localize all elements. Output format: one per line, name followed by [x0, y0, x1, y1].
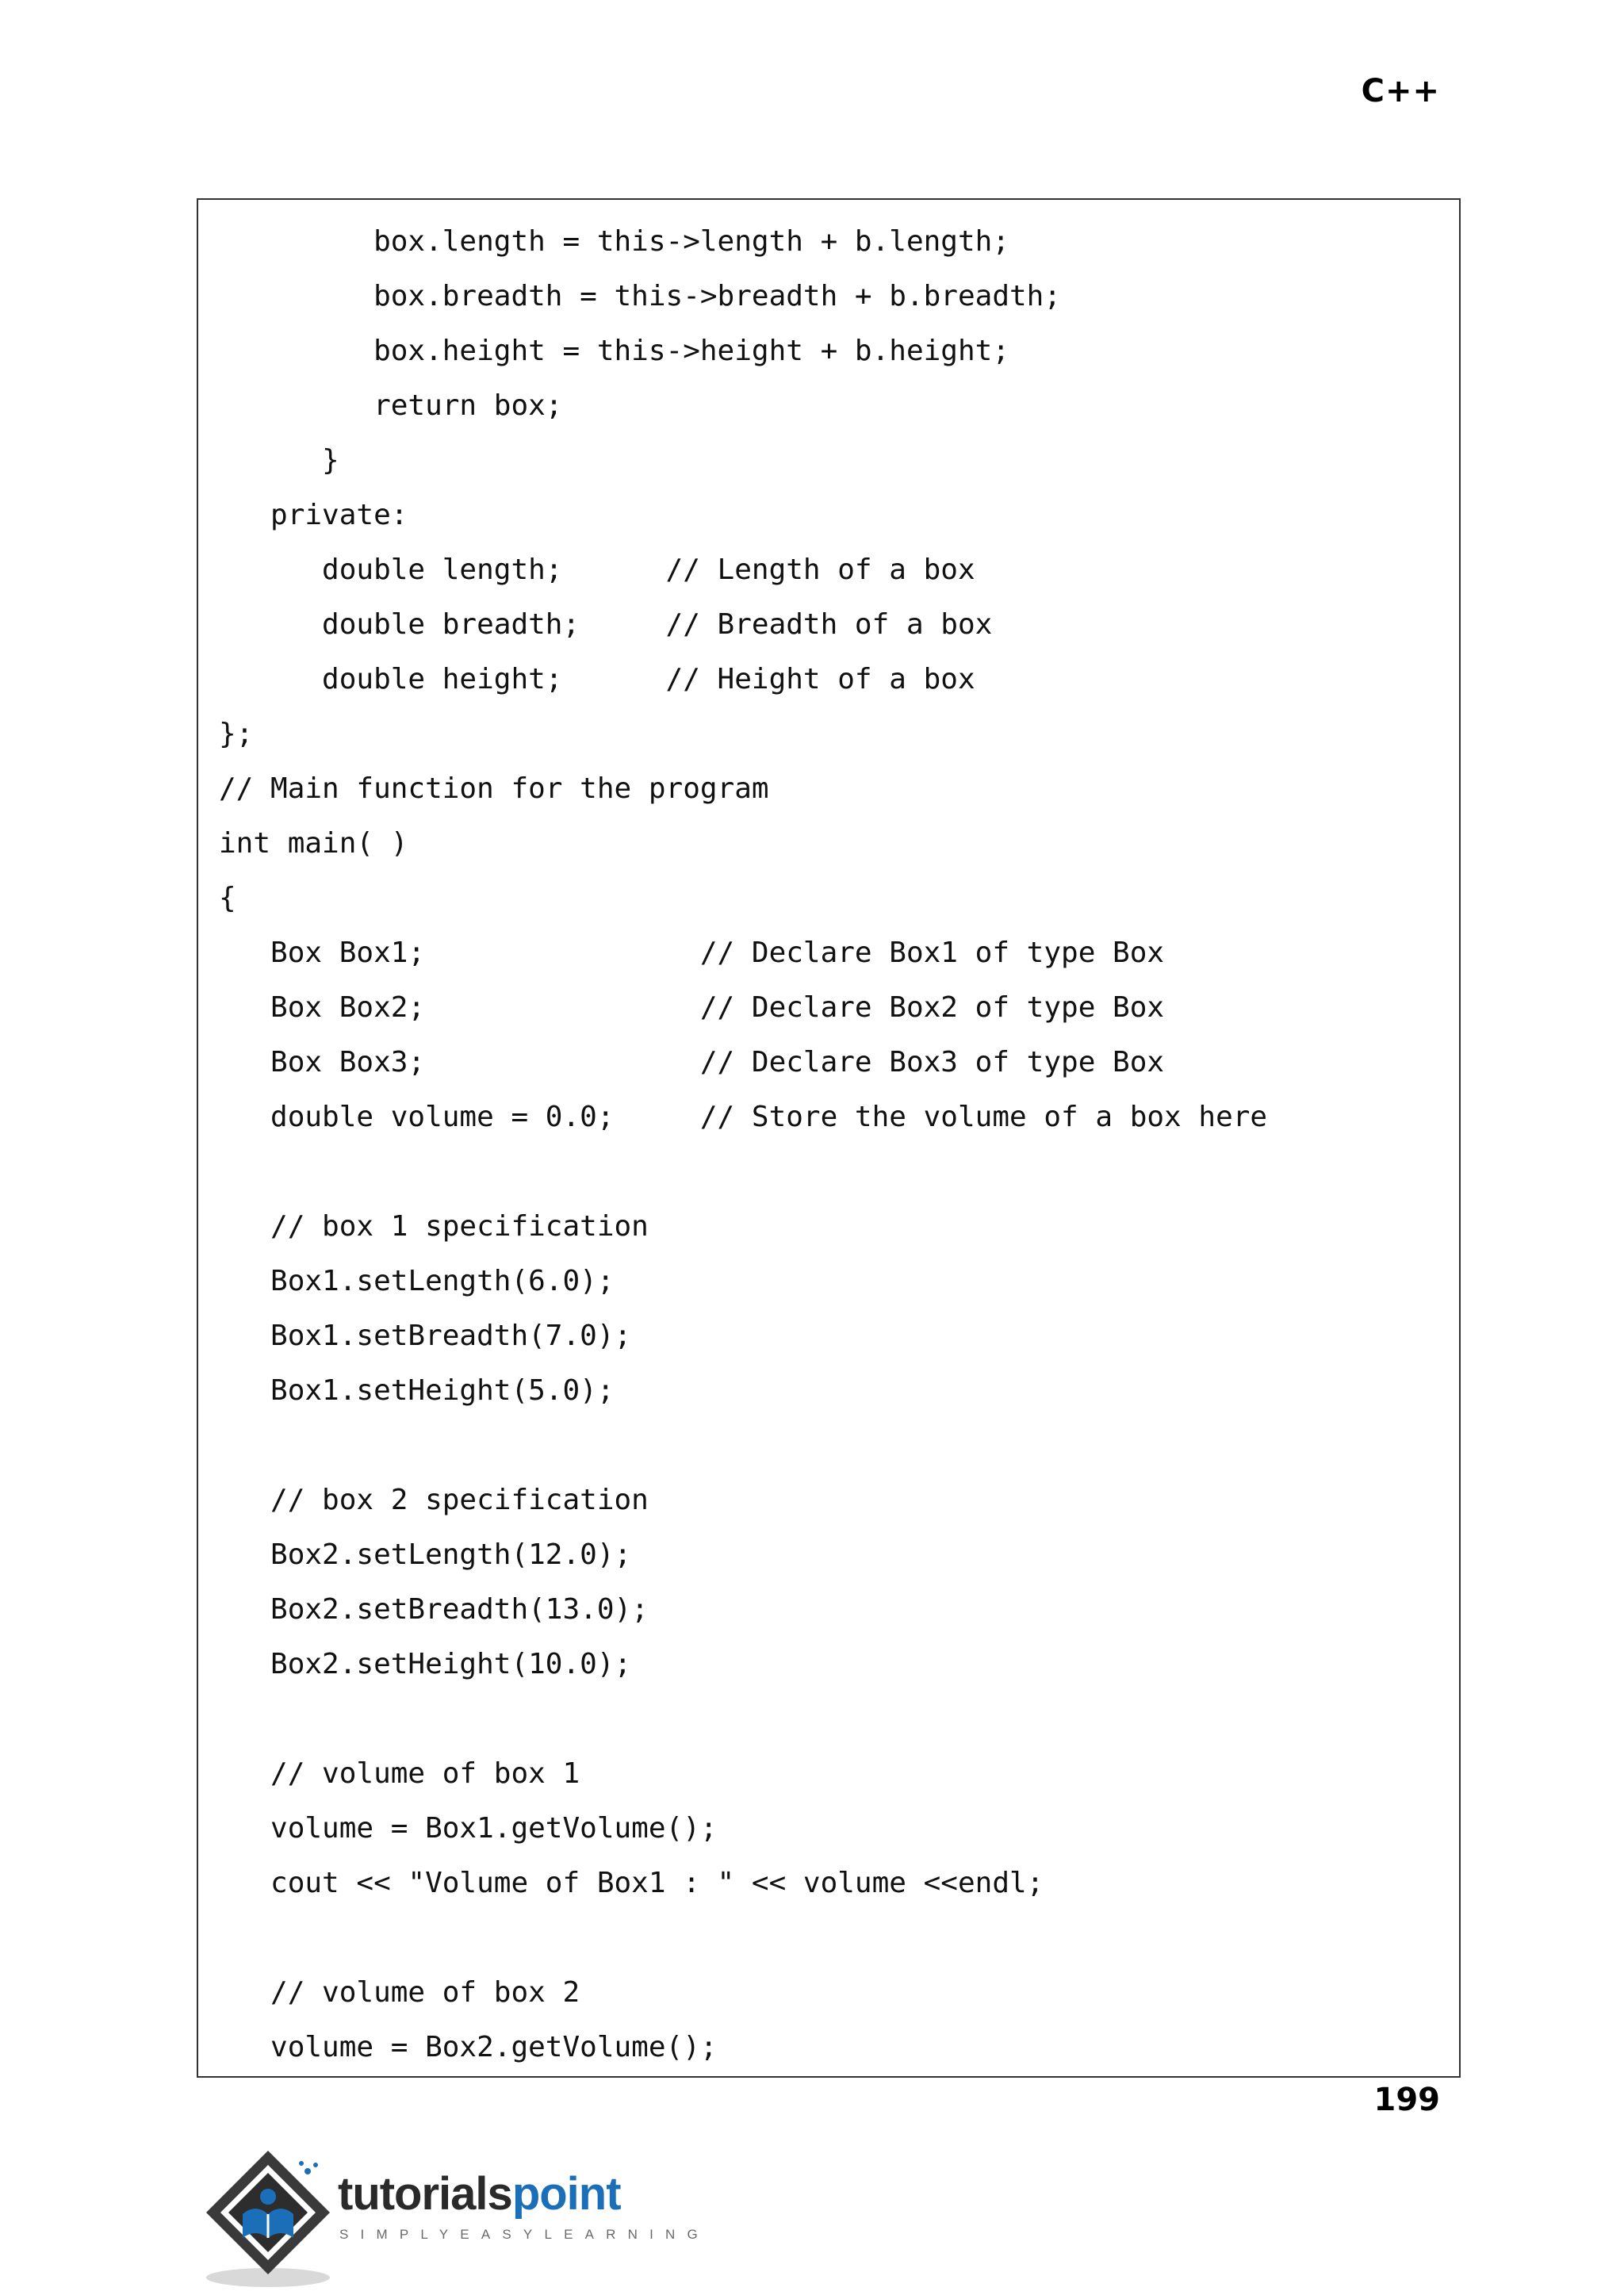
- code-line: return box;: [219, 389, 563, 422]
- code-line: Box2.setLength(12.0);: [219, 1538, 632, 1571]
- code-line: private:: [219, 499, 408, 531]
- code-line: // box 1 specification: [219, 1210, 649, 1243]
- code-line: // box 2 specification: [219, 1484, 649, 1516]
- code-line: double volume = 0.0; // Store the volume of a box here: [219, 1101, 1268, 1133]
- book-diamond-icon: [197, 2141, 339, 2292]
- code-block: [197, 198, 1461, 2078]
- code-line: }: [219, 444, 339, 477]
- code-line: Box Box2; // Declare Box2 of type Box: [219, 991, 1165, 1024]
- logo-word-tutorials: tutorials: [338, 2168, 512, 2220]
- tutorialspoint-logo: [197, 2141, 710, 2292]
- code-line: double height; // Height of a box: [219, 663, 975, 695]
- code-line: [219, 1144, 1267, 1199]
- code-line: Box Box1; // Declare Box1 of type Box: [219, 937, 1165, 969]
- code-line: box.breadth = this->breadth + b.breadth;: [219, 280, 1062, 312]
- code-line: volume = Box2.getVolume();: [219, 2031, 718, 2063]
- code-line: // volume of box 1: [219, 1757, 580, 1790]
- code-line: Box2.setHeight(10.0);: [219, 1648, 632, 1680]
- code-line: [219, 1910, 1267, 1965]
- code-line: Box1.setHeight(5.0);: [219, 1374, 615, 1407]
- code-line: Box2.setBreadth(13.0);: [219, 1593, 649, 1626]
- code-line: Box1.setLength(6.0);: [219, 1265, 615, 1297]
- code-line: // volume of box 2: [219, 1976, 580, 2009]
- code-line: int main( ): [219, 827, 408, 860]
- code-line: [219, 1418, 1267, 1473]
- code-line: // Main function for the program: [219, 772, 769, 805]
- code-line: double length; // Length of a box: [219, 554, 975, 586]
- code-line: };: [219, 718, 254, 750]
- page-header-title: C++: [1361, 73, 1440, 109]
- code-line: box.length = this->length + b.length;: [219, 225, 1009, 258]
- code-lines: [219, 214, 1267, 2075]
- code-line: Box1.setBreadth(7.0);: [219, 1320, 632, 1352]
- code-line: cout << "Volume of Box1 : " << volume <<endl;: [219, 1867, 1044, 1899]
- code-line: Box Box3; // Declare Box3 of type Box: [219, 1046, 1165, 1079]
- code-line: {: [219, 882, 236, 914]
- logo-wordmark: [338, 2168, 621, 2220]
- logo-word-point: point: [511, 2168, 621, 2220]
- code-line: double breadth; // Breadth of a box: [219, 608, 993, 641]
- logo-tagline: SIMPLYEASYLEARNING: [339, 2227, 710, 2242]
- page-number: 199: [1373, 2082, 1440, 2118]
- code-line: [219, 1692, 1267, 1746]
- code-line: box.height = this->height + b.height;: [219, 335, 1009, 367]
- code-line: volume = Box1.getVolume();: [219, 1812, 718, 1845]
